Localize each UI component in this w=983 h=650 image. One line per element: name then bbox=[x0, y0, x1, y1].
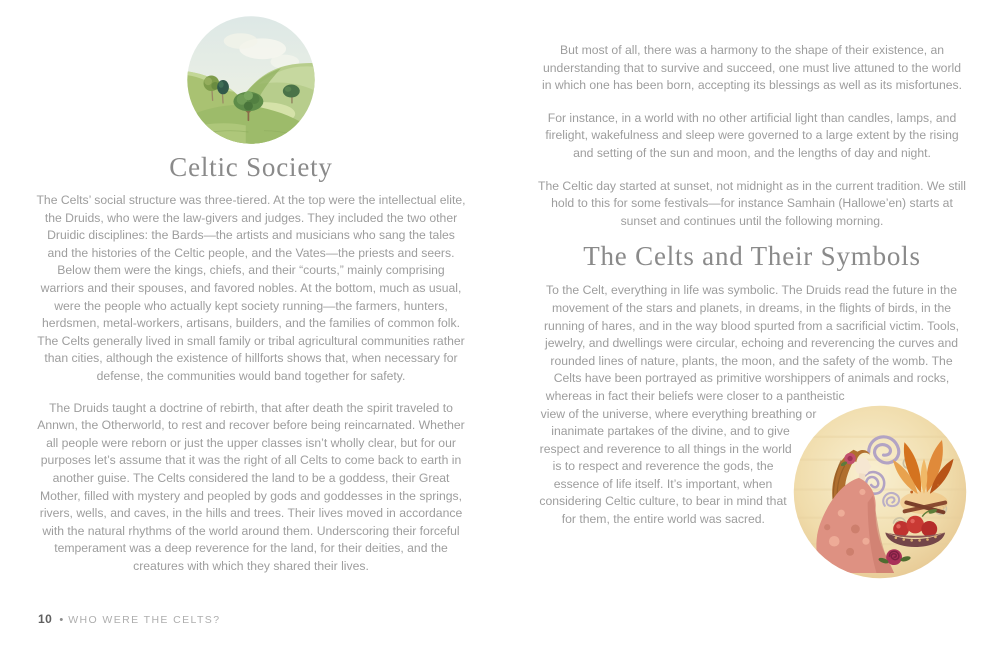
left-paragraph-2: The Druids taught a doctrine of rebirth, that after death the spirit traveled to Annwn, the Otherworld, to rest and recover before being reincarnated. Whether all people were reborn or just the upper classes isn’t wholly clear, but for our purposes let’s assume that it was the right of all Celts to come back to earth in another guise. The Celts considered the land to be a goddess, their Great Mother, filled with mystery and peopled by gods and goddesses in the springs, rivers, wells, and caves, in the hills and trees. Their lives moved in accordance with the natural rhythms of the world around them. Underscoring their forceful temperament was a deep reverence for the land, for their deities, and the creatures with which they shared their lives. bbox=[37, 400, 465, 573]
hills-landscape-icon bbox=[186, 15, 316, 145]
footer-bullet: • bbox=[59, 614, 64, 626]
left-page bbox=[36, 0, 466, 650]
goddess-fire-icon bbox=[792, 404, 968, 580]
left-page-title: Celtic Society bbox=[169, 152, 333, 182]
right-page-title: The Celts and Their Symbols bbox=[583, 241, 921, 272]
footer-section-title: WHO WERE THE CELTS? bbox=[68, 614, 221, 626]
right-page bbox=[538, 0, 966, 650]
symbols-text-block bbox=[538, 282, 966, 528]
right-paragraph-1: But most of all, there was a harmony to the shape of their existence, an understanding that to survive and succeed, one must live attuned to the world in which one has been born, accepting its blessings as well as its misfortunes. bbox=[541, 43, 962, 93]
float-spacer bbox=[965, 282, 966, 404]
goddess-fire-illustration bbox=[792, 404, 968, 580]
right-paragraph-3: The Celtic day started at sunset, not midnight as in the current tradition. We still hold to this for some festivals—for instance Samhain (Hallowe’en) starts at sunset and continues until the following morning. bbox=[538, 178, 966, 228]
page-footer bbox=[38, 610, 220, 628]
left-paragraph-1: The Celts’ social structure was three-tiered. At the top were the intellectual elite, the Druids, who were the law-givers and judges. They included the two other Druidic disciplines: the Bards—the artists and musicians who sang the tales and the histories of the Celtic people, and the Vates—the priests and seers. Below them were the kings, chiefs, and their “courts,” mainly comprising warriors and their spouses, and favored nobles. At the bottom, much as usual, were the people who actually kept society running—the farmers, hunters, herdsmen, metal-workers, artisans, builders, and the families of common folk. The Celts generally lived in small family or tribal agricultural communities rather than cities, although the existence of hillforts shows that, when necessary for defense, the communities would band together for safety. bbox=[36, 193, 466, 383]
symbols-paragraph: To the Celt, everything in life was symbolic. The Druids read the future in the movement of the stars and planets, in dreams, in the flights of birds, in the running of hares, and in the way blood spurted from a sacrificial victim. Tools, jewelry, and dwellings were circular, echoing and reverencing the curves and rounded lines of nature, plants, the moon, and the safety of the womb. The Celts have been portrayed as primitive worshippers of animals and rocks, whereas in fact their beliefs were closer to a pantheistic view of the universe, where everything breathing or inanimate partakes of the divine, and to give respect and reverence to all things in the world is to respect and reverence the gods, the essence of life itself. It’s important, when considering Celtic culture, to bear in mind that for them, the entire world was sacred. bbox=[539, 283, 960, 527]
hills-landscape-illustration bbox=[186, 15, 316, 145]
page-number: 10 bbox=[38, 612, 53, 626]
right-paragraph-2: For instance, in a world with no other artificial light than candles, lamps, and firelight, wakefulness and sleep were governed to a large extent by the rising and setting of the sun and moon, and the lengths of day and night. bbox=[545, 110, 959, 160]
